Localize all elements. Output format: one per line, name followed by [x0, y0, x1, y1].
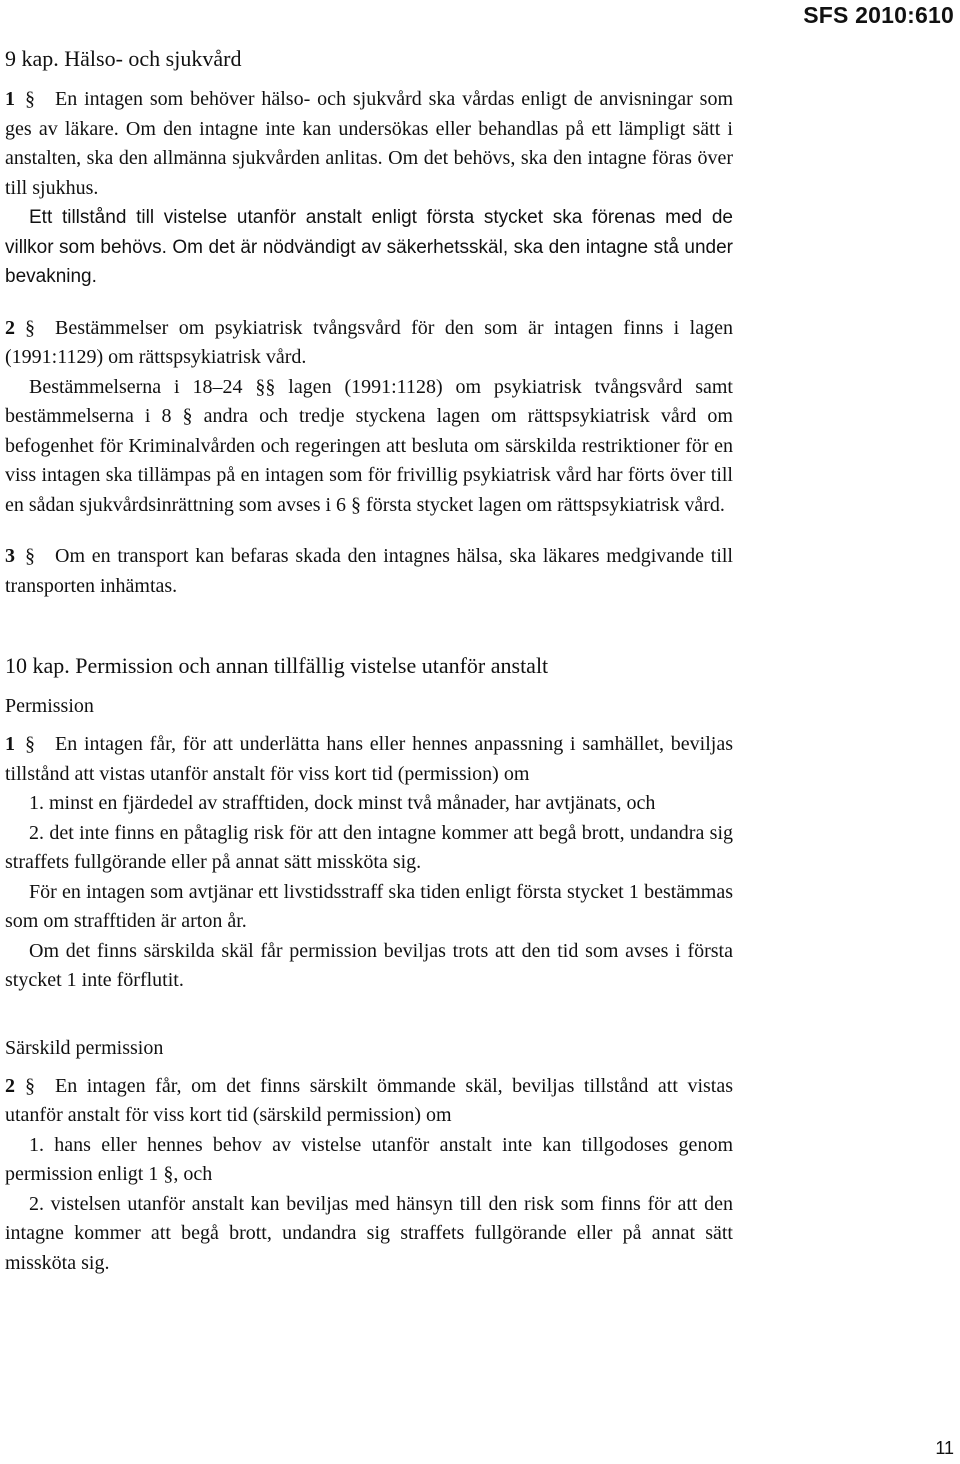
- section-number: 2: [5, 1074, 15, 1097]
- subheading-special-permission: Särskild permission: [5, 1036, 164, 1059]
- paragraph-text: En intagen som behöver hälso- och sjukvård ska vårdas enligt de anvisningar som ges av läkare. Om den intagne inte kan undersökas eller behandlas på ett lämpligt sätt i anstalten, ska den allmänna sjukvården anlitas. Om det behövs, ska den intagne föras över till sjukhus.: [5, 88, 733, 199]
- section-symbol: §: [25, 733, 35, 755]
- ch9-s1-second-paragraph: Ett tillstånd till vistelse utanför anstalt enligt första stycket ska förenas med de villkor som behövs. Om det är nödvändigt av säkerhetsskäl, ska den intagne stå under bevakning.: [5, 207, 733, 287]
- section-number: 1: [5, 733, 15, 755]
- ch10-s1-list-item-2: 2. det inte finns en påtaglig risk för att den intagne kommer att begå brott, undandra sig straffets fullgörande eller på annat sätt missköta sig.: [5, 821, 733, 873]
- section-symbol: §: [25, 545, 35, 567]
- paragraph-text: Bestämmelser om psykiatrisk tvångsvård för den som är intagen finns i lagen (1991:1129) om rättspsykiatrisk vård.: [5, 316, 733, 368]
- page-content: [5, 44, 733, 1278]
- section-symbol: §: [25, 88, 35, 110]
- ch9-s3-paragraph: [5, 542, 733, 601]
- chapter-9-heading: 9 kap. Hälso- och sjukvård: [5, 46, 242, 71]
- subheading-permission: Permission: [5, 695, 94, 717]
- paragraph-text: Om en transport kan befaras skada den intagnes hälsa, ska läkares medgivande till transporten inhämtas.: [5, 545, 733, 597]
- ch10-s1-first-paragraph: [5, 730, 733, 789]
- ch10-s1-list-item-1: 1. minst en fjärdedel av strafftiden, dock minst två månader, har avtjänats, och: [29, 792, 656, 814]
- sfs-number: SFS 2010:610: [803, 2, 954, 28]
- ch10-s1-third-paragraph: Om det finns särskilda skäl får permission beviljas trots att den tid som avses i första stycket 1 inte förflutit.: [5, 939, 733, 991]
- ch10-s2-list-item-2: 2. vistelsen utanför anstalt kan beviljas med hänsyn till den risk som finns för att den intagne kommer att begå brott, undandra sig straffets fullgörande eller på annat sätt missköta sig.: [5, 1192, 733, 1274]
- section-number: 1: [5, 88, 15, 110]
- ch10-s2-list-item-1: 1. hans eller hennes behov av vistelse utanför anstalt inte kan tillgodoses genom permission enligt 1 §, och: [5, 1133, 733, 1185]
- chapter-10-heading: 10 kap. Permission och annan tillfällig vistelse utanför anstalt: [5, 653, 549, 678]
- ch10-s2-first-paragraph: [5, 1072, 733, 1131]
- paragraph-text: En intagen får, om det finns särskilt ömmande skäl, beviljas tillstånd att vistas utanför anstalt för viss kort tid (särskild permission) om: [5, 1074, 733, 1126]
- page-number: 11: [935, 1438, 954, 1458]
- section-number: 2: [5, 316, 15, 339]
- ch9-s2-first-paragraph: [5, 314, 733, 373]
- paragraph-text: En intagen får, för att underlätta hans eller hennes anpassning i samhället, beviljas tillstånd att vistas utanför anstalt för viss kort tid (permission) om: [5, 733, 733, 785]
- ch9-s1-first-paragraph: [5, 85, 733, 203]
- section-symbol: §: [25, 316, 35, 339]
- ch10-s1-second-paragraph: För en intagen som avtjänar ett livstidsstraff ska tiden enligt första stycket 1 bestämmas som om strafftiden är arton år.: [5, 880, 733, 932]
- ch9-s2-second-paragraph: Bestämmelserna i 18–24 §§ lagen (1991:1128) om psykiatrisk tvångsvård samt bestämmelserna i 8 § andra och tredje styckena lagen om rättspsykiatrisk vård om befogenhet för Kriminalvården och regeringen att besluta om särskilda restriktioner för en viss intagen ska tillämpas på en intagen som för frivillig psykiatrisk vård har förts över till en sådan sjukvårdsinrättning som avses i 6 § första stycket lagen om rättspsykiatrisk vård.: [5, 375, 733, 516]
- section-number: 3: [5, 545, 15, 567]
- section-symbol: §: [25, 1074, 35, 1097]
